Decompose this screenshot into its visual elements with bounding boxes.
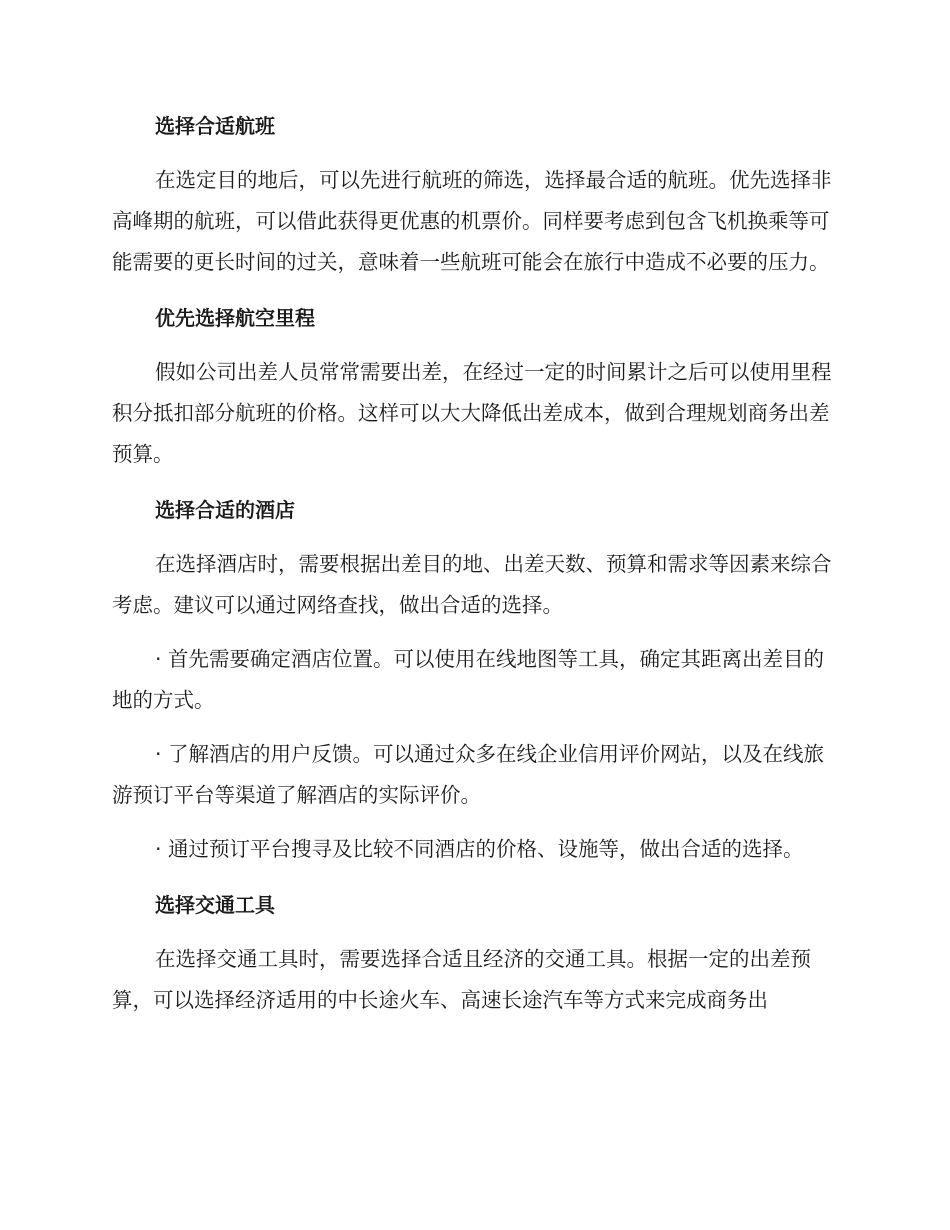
- bullet-hotel-compare: · 通过预订平台搜寻及比较不同酒店的价格、设施等，做出合适的选择。: [155, 837, 804, 861]
- section-heading-flights: 选择合适航班: [155, 114, 275, 138]
- bullet-hotel-location: · 首先需要确定酒店位置。可以使用在线地图等工具，确定其距离出差目的地的方式。: [112, 647, 825, 712]
- bullet-hotel-feedback: · 了解酒店的用户反馈。可以通过众多在线企业信用评价网站，以及在线旅游预订平台等渠道了解酒店的实际评价。: [112, 742, 825, 807]
- paragraph-flights: 在选定目的地后，可以先进行航班的筛选，选择最合适的航班。优先选择非高峰期的航班，可以借此获得更优惠的机票价。同样要考虑到包含飞机换乘等可能需要的更长时间的过关，意味着一些航班可能会在旅行中造成不必要的压力。: [112, 168, 832, 274]
- section-heading-mileage: 优先选择航空里程: [155, 306, 315, 330]
- paragraph-transport: 在选择交通工具时，需要选择合适且经济的交通工具。根据一定的出差预算，可以选择经济适用的中长途火车、高速长途汽车等方式来完成商务出: [112, 947, 811, 1012]
- section-heading-transport: 选择交通工具: [155, 893, 275, 917]
- section-heading-hotel: 选择合适的酒店: [155, 498, 295, 522]
- paragraph-hotel-intro: 在选择酒店时，需要根据出差目的地、出差天数、预算和需求等因素来综合考虑。建议可以通过网络查找，做出合适的选择。: [112, 552, 832, 617]
- document-page: [112, 104, 832, 1021]
- paragraph-mileage: 假如公司出差人员常常需要出差，在经过一定的时间累计之后可以使用里程积分抵扣部分航班的价格。这样可以大大降低出差成本，做到合理规划商务出差预算。: [112, 360, 832, 466]
